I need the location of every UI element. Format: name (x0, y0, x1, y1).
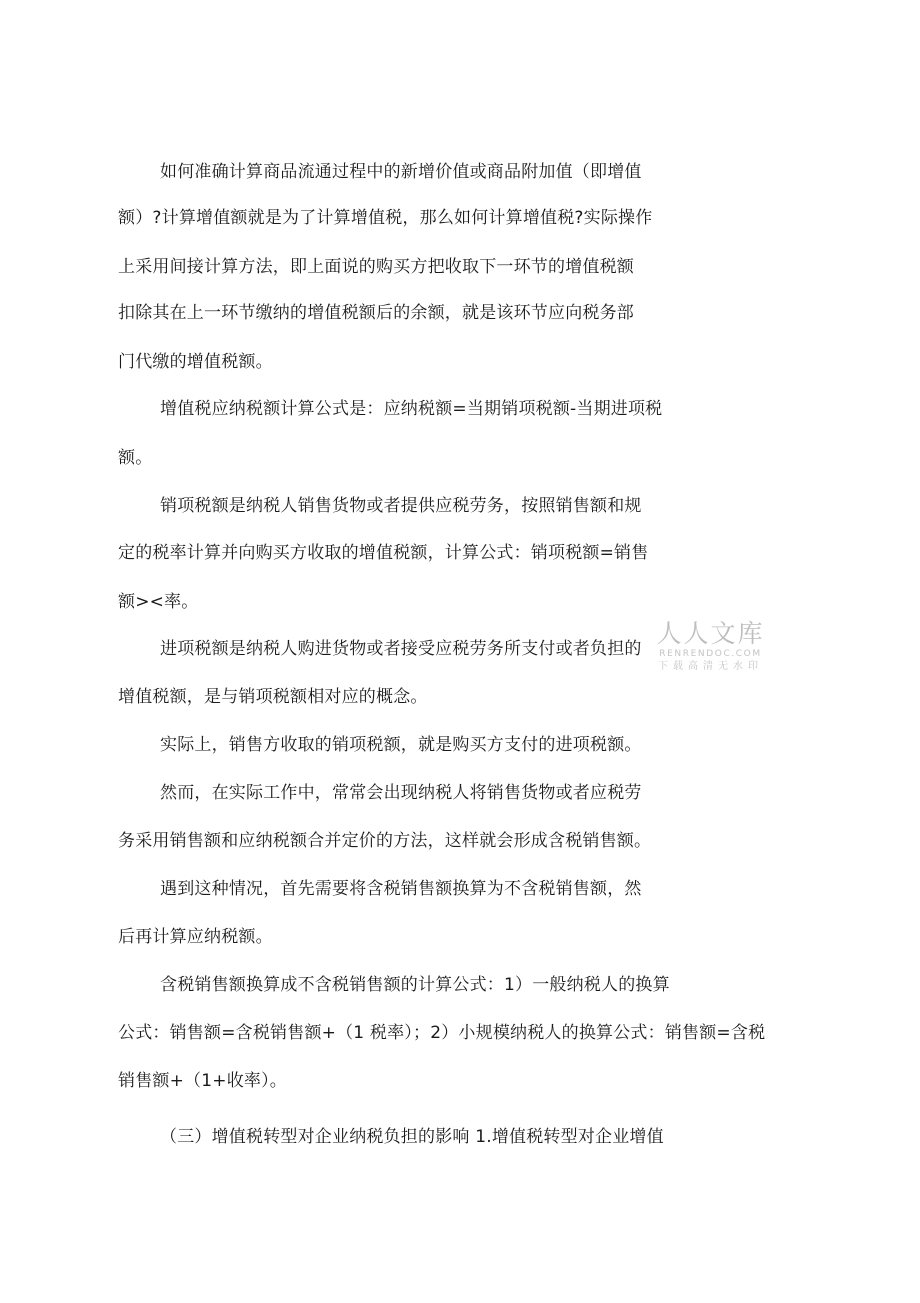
section-heading: （三）增值税转型对企业纳税负担的影响 1.增值税转型对企业增值 (160, 1127, 664, 1147)
text-line: 进项税额是纳税人购进货物或者接受应税劳务所支付或者负担的 (160, 639, 642, 659)
text-line: 遇到这种情况，首先需要将含税销售额换算为不含税销售额，然 (160, 879, 642, 899)
text-line: 上采用间接计算方法，即上面说的购买方把收取下一环节的增值税额 (118, 257, 634, 277)
watermark-title: 人人文库 (656, 619, 765, 648)
watermark-url: RENRENDOC.COM (659, 649, 762, 659)
text-line: 额。 (118, 448, 153, 468)
text-line: 实际上，销售方收取的销项税额，就是购买方支付的进项税额。 (160, 735, 642, 755)
text-line: 增值税额，是与销项税额相对应的概念。 (118, 687, 428, 707)
text-line: 定的税率计算并向购买方收取的增值税额，计算公式：销项税额=销售 (118, 543, 649, 563)
text-line: 务采用销售额和应纳税额合并定价的方法，这样就会形成含税销售额。 (118, 831, 652, 851)
text-line: 销售额+（1+收率）。 (118, 1071, 288, 1091)
text-line: 门代缴的增值税额。 (118, 352, 273, 372)
text-line: 增值税应纳税额计算公式是：应纳税额=当期销项税额-当期进项税 (160, 399, 663, 419)
watermark-subtitle: 下载高清无水印 (658, 661, 763, 672)
text-line: 如何准确计算商品流通过程中的新增价值或商品附加值（即增值 (160, 162, 642, 182)
text-line: 含税销售额换算成不含税销售额的计算公式：1）一般纳税人的换算 (160, 975, 670, 995)
text-line: 额）?计算增值额就是为了计算增值税，那么如何计算增值税?实际操作 (118, 208, 653, 228)
text-line: 销项税额是纳税人销售货物或者提供应税劳务，按照销售额和规 (160, 496, 642, 516)
watermark (648, 620, 773, 673)
text-line: 公式：销售额=含税销售额+（1 税率）；2）小规模纳税人的换算公式：销售额=含税 (118, 1023, 766, 1043)
text-line: 后再计算应纳税额。 (118, 927, 273, 947)
text-line: 扣除其在上一环节缴纳的增值税额后的余额，就是该环节应向税务部 (118, 303, 634, 323)
text-line: 然而，在实际工作中，常常会出现纳税人将销售货物或者应税劳 (160, 783, 642, 803)
text-line: 额><率。 (118, 592, 199, 612)
